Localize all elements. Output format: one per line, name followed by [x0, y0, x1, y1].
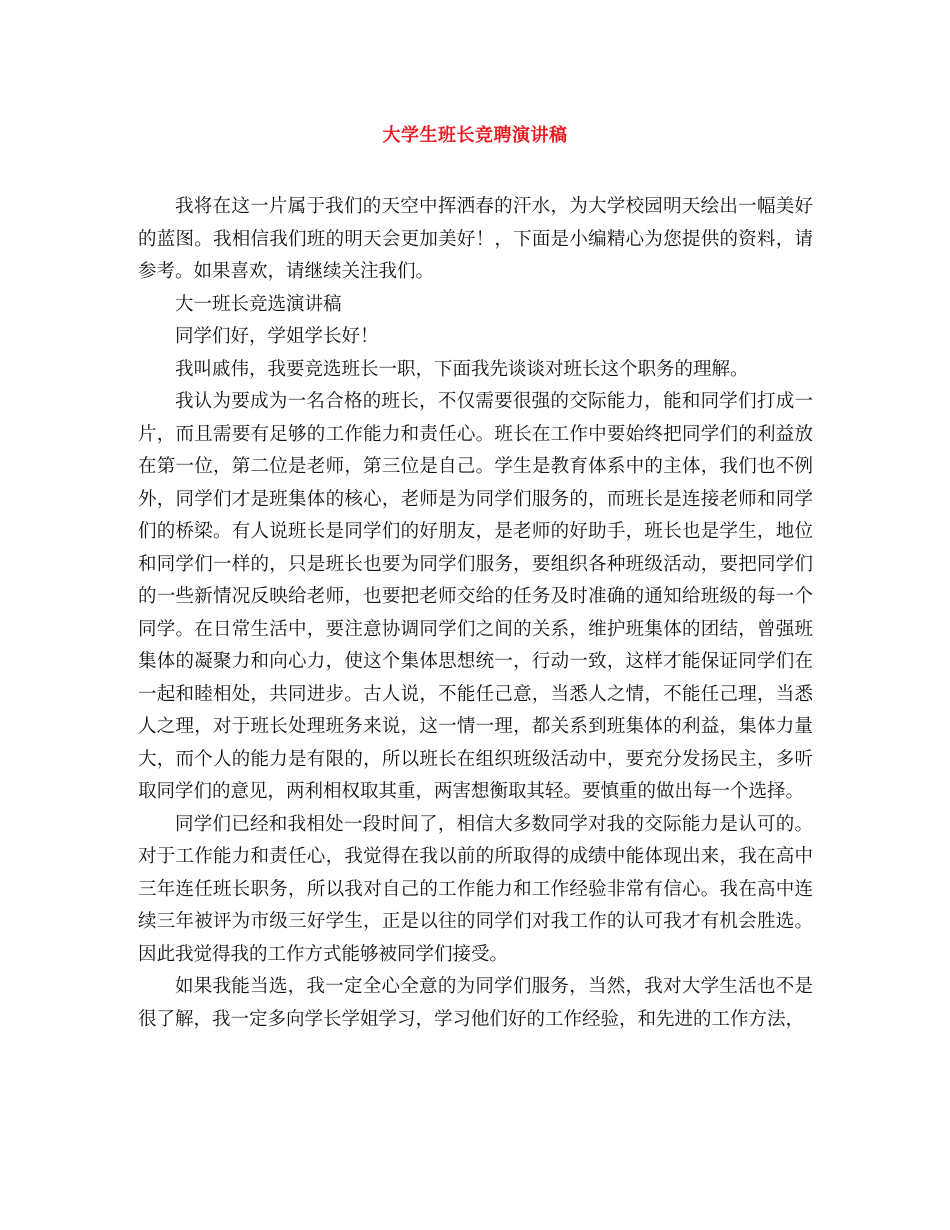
paragraph-role-understanding: 我认为要成为一名合格的班长，不仅需要很强的交际能力，能和同学们打成一片，而且需要有足够的工作能力和责任心。班长在工作中要始终把同学们的利益放在第一位，第二位是老师，第三位是自己。学生是教育体系中的主体，我们也不例外，同学们才是班集体的核心，老师是为同学们服务的，而班长是连接老师和同学们的桥梁。有人说班长是同学们的好朋友，是老师的好助手，班长也是学生，地位和同学们一样的，只是班长也要为同学们服务，要组织各种班级活动，要把同学们的一些新情况反映给老师，也要把老师交给的任务及时准确的通知给班级的每一个同学。在日常生活中，要注意协调同学们之间的关系，维护班集体的团结，曾强班集体的凝聚力和向心力，使这个集体思想统一，行动一致，这样才能保证同学们在一起和睦相处，共同进步。古人说，不能任己意，当悉人之情，不能任己理，当悉人之理，对于班长处理班务来说，这一情一理，都关系到班集体的利益，集体力量大，而个人的能力是有限的，所以班长在组织班级活动中，要充分发扬民主，多听取同学们的意见，两利相权取其重，两害想衡取其轻。要慎重的做出每一个选择。: [138, 391, 813, 802]
paragraph-self-intro: 我叫戚伟，我要竞选班长一职，下面我先谈谈对班长这个职务的理解。: [175, 358, 749, 380]
paragraph-experience: 同学们已经和我相处一段时间了，相信大多数同学对我的交际能力是认可的。对于工作能力和责任心，我觉得在我以前的所取得的成绩中能体现出来，我在高中三年连任班长职务，所以我对自己的工作能力和工作经验非常有信心。我在高中连续三年被评为市级三好学生，正是以往的同学们对我工作的认可我才有机会胜选。因此我觉得我的工作方式能够被同学们接受。: [138, 813, 813, 965]
paragraph-commitment: 如果我能当选，我一定全心全意的为同学们服务，当然，我对大学生活也不是很了解，我一定多向学长学姐学习，学习他们好的工作经验，和先进的工作方法，: [138, 976, 813, 1030]
paragraph-greeting: 同学们好，学姐学长好！: [175, 326, 379, 347]
paragraph-intro: 我将在这一片属于我们的天空中挥洒春的汗水，为大学校园明天绘出一幅美好的蓝图。我相信我们班的明天会更加美好！，下面是小编精心为您提供的资料，请参考。如果喜欢，请继续关注我们。: [138, 196, 813, 282]
paragraph-subtitle: 大一班长竞选演讲稿: [175, 293, 342, 315]
document-body: [138, 191, 813, 1036]
document-title: 大学生班长竞聘演讲稿: [382, 125, 568, 146]
